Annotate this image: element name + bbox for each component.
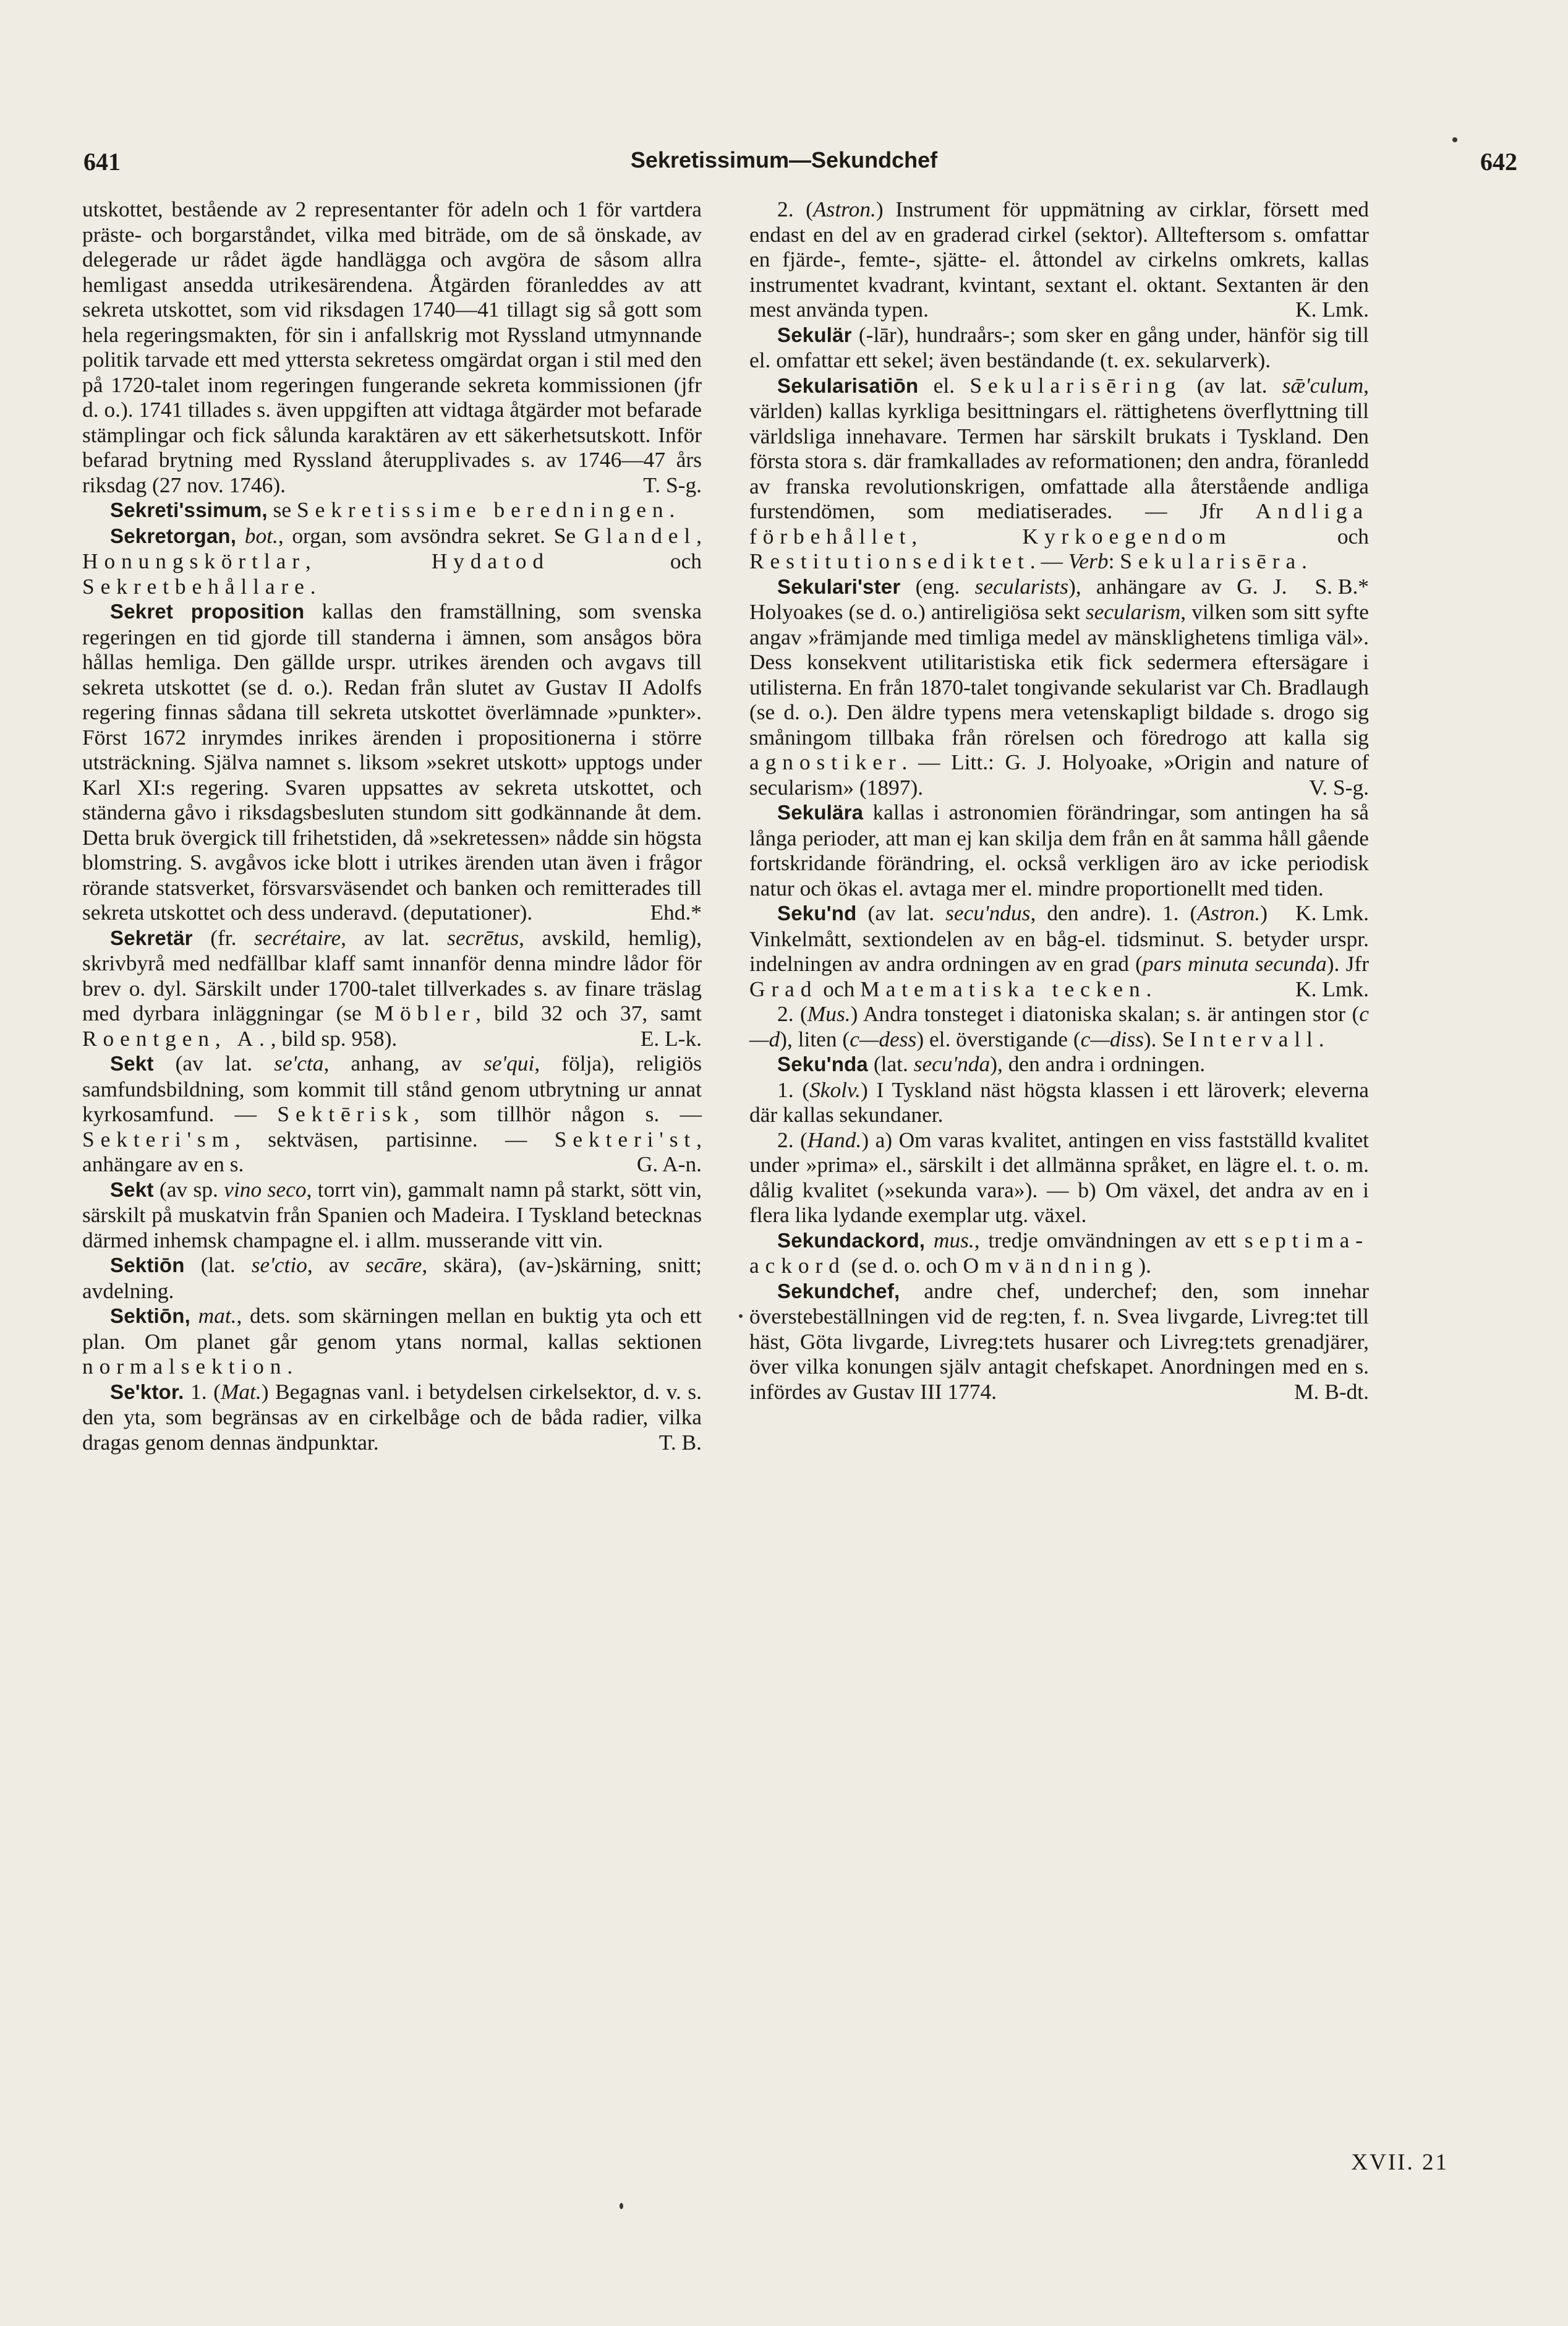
italic-term: Astron. bbox=[812, 197, 876, 221]
entry-text: el. bbox=[918, 372, 970, 398]
entry-text: kallas i astronomien förändringar, som antingen ha så långa perioder, att man ej kan skilja dem från en åt samma håll gående fortskridande förändring, el. också verkligen äro av icke periodisk natur och ökas el. avtaga mer el. mindre proportionellt med tiden. bbox=[749, 800, 1369, 900]
entry-text: , av bbox=[307, 1252, 366, 1277]
cross-reference: Sekteri'st bbox=[554, 1126, 697, 1152]
entry-text: , bild sp. 958). bbox=[270, 1025, 398, 1051]
entry-sekretar bbox=[82, 925, 702, 1051]
entry-text: : bbox=[1108, 549, 1120, 573]
right-column bbox=[749, 197, 1369, 1404]
entry-text: ) Instrument för uppmätning av cirklar, försett med endast en del av en graderad cirkel (sektor). Allteftersom s. omfattar en fjärde-, femte-, sjätte- el. åttondel av cirkelns omkrets, kallas instrumentet kvadrant, kvintant, sextant el. oktant. Sextanten är den mest använda typen. bbox=[749, 197, 1369, 322]
entry-headword: Sekundackord, bbox=[777, 1228, 926, 1252]
italic-term: Verb bbox=[1068, 549, 1109, 573]
speck-mark bbox=[620, 2203, 623, 2209]
cross-reference: Sekretbehållare bbox=[82, 573, 310, 599]
entry-sekunda bbox=[749, 1051, 1369, 1077]
author-signature: M. B-dt. bbox=[1294, 1379, 1369, 1404]
entry-text: (av lat. bbox=[1182, 372, 1282, 398]
entry-text: ), den andra i ordningen. bbox=[990, 1051, 1206, 1076]
entry-headword: Sekret proposition bbox=[110, 600, 305, 623]
italic-term: vino seco bbox=[224, 1176, 307, 1202]
italic-term: secrétaire bbox=[254, 925, 341, 950]
italic-term: c—d bbox=[749, 1001, 1369, 1051]
entry-text: ) a) Om varas kvalitet, antingen en viss fastställd kvalitet under »prima» el., särskilt i det allmänna språket, en lägre el. t. o. m. dålig kvalitet (»sekunda vara»). — b) Om växel, det andra av en i flera lika lydande exemplar utg. växel. bbox=[749, 1127, 1369, 1227]
cross-reference: Sekularisēra bbox=[1120, 549, 1302, 573]
cross-reference: Möbler bbox=[374, 1001, 476, 1025]
author-signature: K. Lmk. bbox=[1295, 297, 1369, 322]
author-signature: T. S-g. bbox=[643, 472, 702, 497]
cross-reference: Roentgen, A. bbox=[82, 1025, 271, 1051]
entry-text: 1. ( bbox=[184, 1379, 221, 1404]
entry-text: . bbox=[1146, 976, 1152, 1001]
entry-text: ). Se bbox=[1143, 1026, 1190, 1051]
cross-reference: Sekretissime beredningen bbox=[297, 497, 670, 522]
entry-text: , bild 32 och 37, samt bbox=[475, 1001, 702, 1025]
cross-reference: Sektērisk bbox=[277, 1101, 414, 1126]
running-head: Sekretissimum—Sekundchef bbox=[630, 147, 938, 173]
entry-text: , som tillhör någon s. — bbox=[414, 1101, 702, 1126]
entry-text: ) I Tyskland näst högsta klassen i ett läroverk; eleverna där kallas sekundaner. bbox=[749, 1077, 1369, 1127]
speck-mark bbox=[1452, 137, 1457, 142]
cross-reference: normalsektion bbox=[82, 1354, 288, 1379]
author-signature: E. L-k. bbox=[640, 1025, 702, 1051]
entry-text: , dets. som skärningen mellan en buktig yta och ett plan. Om planet går genom ytans normal, kallas sektionen bbox=[82, 1303, 702, 1354]
entry-text: ) el. överstigande ( bbox=[916, 1026, 1081, 1051]
cross-reference: Matematiska tecken bbox=[860, 976, 1146, 1001]
cross-reference: agnostiker bbox=[749, 750, 902, 774]
entry-text: ). bbox=[1138, 1253, 1152, 1278]
cross-reference: Hydatod bbox=[431, 549, 550, 573]
italic-term: secrētus bbox=[447, 925, 519, 950]
entry-headword: Sekularisatiōn bbox=[777, 374, 919, 397]
entry-text: . bbox=[287, 1354, 293, 1379]
entry-sektion-2 bbox=[82, 1303, 702, 1379]
italic-term: Astron. bbox=[1197, 900, 1261, 925]
entry-headword: Seku'nda bbox=[777, 1053, 868, 1075]
cross-reference: Sekularisēring bbox=[969, 372, 1182, 398]
italic-term: c—diss bbox=[1080, 1026, 1144, 1051]
entry-text: (lat. bbox=[868, 1051, 914, 1076]
entry-continuation bbox=[82, 197, 702, 497]
entry-headword: Sekretär bbox=[110, 926, 193, 949]
entry-text: (se d. o. och bbox=[845, 1253, 963, 1278]
author-signature: K. Lmk. bbox=[1295, 900, 1369, 925]
entry-text: 2. ( bbox=[777, 1001, 807, 1026]
entry-text: (av lat. bbox=[153, 1051, 275, 1075]
cross-reference: Honungskörtlar bbox=[82, 549, 305, 573]
cross-reference: Andliga förbehållet bbox=[749, 498, 1369, 549]
entry-text: , världen) kallas kyrkliga besittningars el. rättighetens överflyttning till världsliga innehavare. Termen har särskilt brukats i Tyskland. Den första stora s. där framkallades av reformationen; den andra, föranledd av franska revolutionskrigen, omfattade alla återstående andliga furstendömen, som mediatiserades. — Jfr bbox=[749, 372, 1370, 523]
entry-text: , torrt vin), gammalt namn på starkt, sött vin, särskilt på muskatvin från Spanien och Madeira. I Tyskland betecknas därmed inhemsk champagne el. i allm. musserande vitt vin. bbox=[82, 1176, 702, 1252]
abbreviation: bot. bbox=[244, 523, 278, 548]
entry-text: (lat. bbox=[184, 1252, 252, 1277]
entry-headword: Sektiōn, bbox=[110, 1304, 190, 1327]
italic-term: secularists bbox=[974, 573, 1069, 599]
italic-term: secāre bbox=[365, 1252, 422, 1277]
entry-headword: Sekundchef, bbox=[777, 1279, 900, 1302]
separator: och bbox=[1232, 523, 1369, 549]
entry-headword: Sekreti'ssimum, bbox=[110, 498, 268, 521]
entry-headword: Seku'nd bbox=[777, 902, 857, 925]
italic-term: se'ctio bbox=[251, 1252, 307, 1277]
entry-headword: Sekulära bbox=[777, 801, 864, 824]
separator: och bbox=[549, 549, 702, 573]
italic-term: secu'nda bbox=[913, 1051, 991, 1076]
italic-term: se'qui bbox=[484, 1051, 535, 1075]
entry-text: , följa), religiös samfundsbildning, som kommit till stånd genom utbrytning ur annat kyrkosamfund. — bbox=[82, 1051, 702, 1126]
entry-text: ) Vinkelmått, sextiondelen av en båg-el. tidsminut. S. betyder urspr. indelningen av andra ordningen av en grad ( bbox=[749, 900, 1369, 976]
cross-reference: Glandel bbox=[584, 523, 697, 548]
entry-text: se bbox=[267, 497, 297, 522]
entry-headword: Sekulär bbox=[777, 323, 852, 346]
page-number-left: 641 bbox=[83, 148, 121, 176]
author-signature: G. A-n. bbox=[636, 1152, 702, 1176]
entry-sekundackord bbox=[749, 1228, 1369, 1278]
entry-text: , tredje omvändningen av ett bbox=[974, 1227, 1245, 1252]
entry-headword: Sekt bbox=[110, 1052, 154, 1075]
entry-sekt-1 bbox=[82, 1051, 702, 1177]
italic-term: se'cta bbox=[274, 1051, 324, 1075]
entry-text: (av sp. bbox=[153, 1176, 224, 1202]
entry-text: , den andre). 1. ( bbox=[1030, 900, 1198, 925]
italic-term: pars minuta secunda bbox=[1142, 951, 1327, 976]
entry-headword: Se'ktor. bbox=[110, 1380, 184, 1403]
left-column bbox=[82, 197, 702, 1455]
entry-text: , sektväsen, partisinne. — bbox=[235, 1126, 555, 1152]
entry-text: . bbox=[669, 497, 675, 522]
entry-sektor bbox=[82, 1379, 702, 1455]
entry-text: , skära), (av-)skärning, snitt; avdelning. bbox=[82, 1252, 702, 1303]
entry-text: (fr. bbox=[192, 925, 254, 950]
entry-text: . bbox=[1318, 1026, 1324, 1051]
italic-term: c—dess bbox=[850, 1026, 917, 1051]
entry-sekunda-1 bbox=[749, 1077, 1369, 1127]
entry-text: ). Jfr bbox=[1326, 951, 1369, 976]
italic-term: Hand. bbox=[807, 1127, 862, 1152]
entry-text: , av lat. bbox=[341, 925, 448, 950]
entry-headword: Sektiōn bbox=[110, 1254, 185, 1276]
entry-text: . bbox=[310, 573, 316, 599]
signature-mark: XVII. 21 bbox=[1351, 2150, 1449, 2175]
entry-sekretissimum bbox=[82, 497, 702, 523]
italic-term: Mus. bbox=[807, 1001, 851, 1026]
entry-text: , organ, som avsöndra sekret. Se bbox=[278, 523, 584, 548]
entry-headword: Sekt bbox=[110, 1178, 154, 1201]
italic-term: Mat. bbox=[220, 1379, 262, 1404]
cross-reference: Omvändning bbox=[963, 1253, 1139, 1278]
entry-text: kallas den framställning, som svenska regeringen en tid gjorde till standerna i ämnen, som ansågos böra hållas hemliga. Den gällde urspr. utrikes ärenden och avgavs till sekreta utskottet (se d. o.). Redan från slutet av Gustav II Adolfs regering finnas sådana till sekreta utskottet överlämnade »punkter». Först 1672 inrymdes inrikes ärenden i propositionerna i större utsträckning. Själva namnet s. liksom »sekret utskott» upptogs under Karl XI:s regering. Svaren uppsattes av sekreta utskottet, och ständerna gåvo i riksdagsbesluten stundom sitt godkännande åt dem. Detta bruk övergick till frihetstiden, då »sekretessen» nådde sin högsta blomstring. S. avgåvos icke blott i utrikes ärenden utan även i frågor rörande statsverket, försvarsväsendet och banken och remitterades till sekreta utskottet och dess underavd. (deputationer). bbox=[82, 599, 702, 925]
entry-sekunda-2 bbox=[749, 1127, 1369, 1228]
entry-text: . — Litt.: G. J. Holyoake, »Origin and nature of secularism» (1897). bbox=[749, 750, 1369, 800]
cross-reference: Intervall bbox=[1189, 1026, 1319, 1051]
author-signature: V. S-g. bbox=[1309, 774, 1369, 800]
entry-text: (-lār), hundraårs-; som sker en gång under, hänför sig till el. omfattar ett sekel; även beständande (t. ex. sekularverk). bbox=[749, 322, 1369, 372]
entry-headword: Sekulari'ster bbox=[777, 575, 901, 598]
entry-text: ) Begagnas vanl. i betydelsen cirkelsektor, d. v. s. den yta, som begränsas av en cirkelbåge och de båda radier, vilka dragas genom dennas ändpunktar. bbox=[82, 1379, 702, 1455]
entry-sektion-1 bbox=[82, 1252, 702, 1303]
separator: och bbox=[817, 976, 861, 1001]
cross-reference: Kyrkoegendom bbox=[1022, 523, 1232, 549]
italic-term: secu'ndus bbox=[945, 900, 1031, 925]
entry-text: (av lat. bbox=[856, 900, 946, 925]
entry-text: . bbox=[1302, 549, 1307, 573]
entry-sektor-2 bbox=[749, 197, 1369, 322]
author-signature: Ehd.* bbox=[650, 900, 702, 925]
entry-sekularister bbox=[749, 574, 1369, 800]
author-signature: S. B.* bbox=[1314, 573, 1369, 599]
entry-sekret-proposition bbox=[82, 599, 702, 925]
entry-text: ), liten ( bbox=[780, 1026, 850, 1051]
entry-headword: Sekretorgan, bbox=[110, 524, 237, 547]
cross-reference: Grad bbox=[749, 976, 818, 1001]
abbreviation: mus. bbox=[933, 1227, 974, 1252]
separator: , bbox=[911, 523, 1023, 549]
entry-text: ) Andra tonsteget i diatoniska skalan; s. är antingen stor ( bbox=[850, 1001, 1360, 1026]
entry-sekular bbox=[749, 322, 1369, 373]
entry-text: , anhängare av en s. bbox=[82, 1126, 702, 1176]
entry-text: andre chef, underchef; den, som innehar överstebeställningen vid de reg:ten, f. n. Svea livgarde, Livreg:tet till häst, Göta livgarde, Livreg:tets husarer och Livreg:tets grenadjärer, över vilka konungen själv antagit chefskapet. Anordningen med en s. infördes av Gustav III 1774. bbox=[749, 1278, 1369, 1404]
page-number-right: 642 bbox=[1480, 148, 1517, 176]
entry-text: utskottet, bestående av 2 representanter för adeln och 1 för vartdera präste- och borgarståndet, vilka med biträde, om de så önskade, av delegerade ur rådet ägde handlägga och avgöra de såsom allra hemligast ansedda utrikesärendena. Åtgärden föranleddes av att sekreta utskottet, som vid riksdagen 1740—41 tillagt sig så gott som hela regeringsmakten, för sin i anfallskrig mot Ryssland utmynnande politik tarvade ett med yttersta sekretess omgärdat organ i stil med den på 1720-talet inom regeringen fungerande sekreta kommissionen (jfr d. o.). 1741 tillades s. även uppgiften att vidtaga åtgärder mot befarade stämplingar och fick sålunda karaktären av ett säkerhetsutskott. Inför befarad brytning med Ryssland återupplivades s. av 1746—47 års riksdag (27 nov. 1746). bbox=[82, 197, 702, 497]
author-signature: T. B. bbox=[658, 1429, 702, 1455]
italic-term: Skolv. bbox=[809, 1077, 861, 1102]
entry-text: (eng. bbox=[900, 573, 975, 599]
cross-reference: Restitutionsediktet bbox=[749, 549, 1030, 573]
cross-reference: septima-ackord bbox=[749, 1227, 1370, 1278]
entry-text: , avskild, hemlig), skrivbyrå med nedfällbar klaff samt innanför denna mindre lådor för brev o. dyl. Särskilt under 1700-talet tillverkades s. av finare träslag med dyrbara inläggningar (se bbox=[82, 925, 702, 1025]
author-signature: K. Lmk. bbox=[1295, 976, 1369, 1001]
entry-sekundchef bbox=[749, 1278, 1369, 1405]
separator: , bbox=[305, 549, 432, 573]
entry-sekt-2 bbox=[82, 1177, 702, 1253]
entry-text: , anhang, av bbox=[323, 1051, 484, 1075]
entry-sekund-2 bbox=[749, 1001, 1369, 1051]
abbreviation: mat. bbox=[198, 1303, 237, 1328]
entry-text: , vilken som sitt syfte angav »främjande med timliga medel av mänsklighetens timliga väl». Dess konsekvent utilitaristiska etik fick sedermera eftersägare i utilisterna. En från 1870-talet tongivande sekularist var Ch. Bradlaugh (se d. o.). Den äldre typens mera vetenskapligt bildade s. drogo sig småningom tillbaka från rörelsen och föredrogo att kalla sig bbox=[749, 599, 1369, 750]
entry-text: . — bbox=[1029, 549, 1068, 573]
entry-text: 2. ( bbox=[777, 197, 813, 221]
italic-term: sǣ'culum bbox=[1282, 372, 1364, 398]
cross-reference: Sekteri'sm bbox=[82, 1126, 236, 1152]
speck-mark bbox=[739, 1314, 743, 1318]
entry-text: 2. ( bbox=[777, 1127, 807, 1152]
entry-text: 1. ( bbox=[777, 1077, 810, 1102]
italic-term: secularism bbox=[1085, 599, 1181, 624]
entry-sekretorgan bbox=[82, 523, 702, 599]
entry-text: ), anhängare av G. J. Holyoakes (se d. o.) antireligiösa sekt bbox=[749, 573, 1287, 624]
separator: , bbox=[696, 523, 702, 548]
